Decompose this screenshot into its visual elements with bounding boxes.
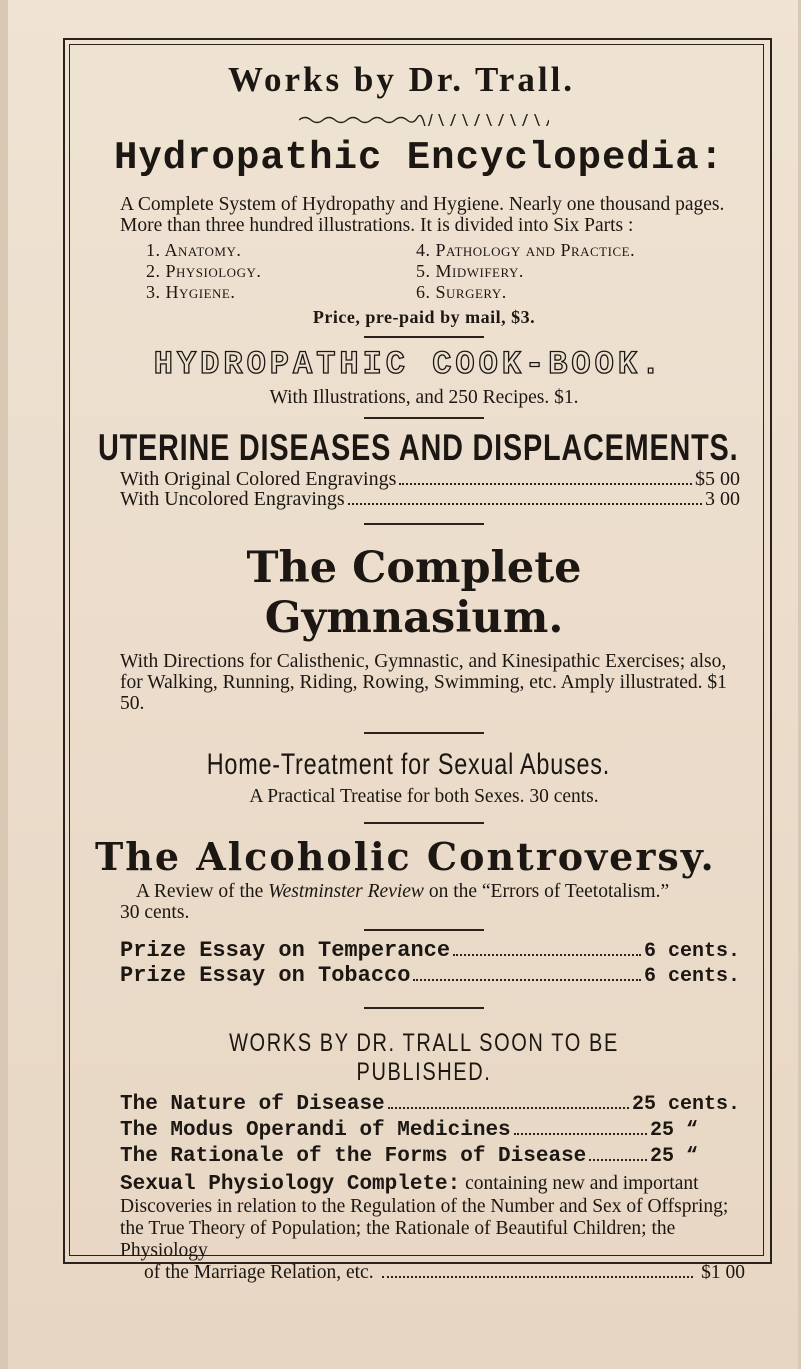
row-price: $5 00: [695, 468, 740, 490]
alcoholic-description: [136, 881, 748, 902]
cook-book-title: HYDROPATHIC COOK-BOOK.: [153, 346, 665, 383]
dot-leader: [514, 1133, 647, 1135]
sexual-physiology-text: containing new and important Discoveries in relation to the Regulation of the Number and Sex of Offspring; the True Theory of Population; the Rationale of Beautiful Children; the Physiology: [120, 1173, 729, 1261]
dot-leader: [348, 503, 702, 505]
soon-row: [120, 1095, 740, 1115]
divider-rule: [364, 336, 484, 338]
encyclopedia-description: A Complete System of Hydropathy and Hygiene. Nearly one thousand pages. More than three hundred illustrations. It is divided into Six Parts :: [120, 194, 725, 236]
dot-leader: [589, 1159, 647, 1161]
row-price: 25 “: [650, 1145, 699, 1168]
dot-leader: [382, 1276, 694, 1278]
sexual-physiology-entry: [120, 1173, 745, 1284]
alcoholic-price: 30 cents.: [120, 902, 190, 923]
row-label: Prize Essay on Temperance: [120, 938, 451, 963]
uterine-diseases-title: UTERINE DISEASES AND DISPLACEMENTS.: [98, 427, 739, 468]
desc-prefix: A Review of the: [136, 881, 269, 902]
dot-leader: [413, 979, 641, 981]
soon-row: [120, 1147, 740, 1167]
soon-to-be-published-title: WORKS BY DR. TRALL SOON TO BE PUBLISHED.: [229, 1029, 619, 1086]
row-label: The Nature of Disease: [120, 1093, 385, 1116]
row-price: 25 cents.: [631, 1093, 740, 1116]
page-title: Works by Dr. Trall.: [227, 60, 576, 99]
home-treatment-title: Home-Treatment for Sexual Abuses.: [206, 748, 611, 781]
row-price: 25 “: [650, 1119, 699, 1142]
part-item: 1. Anatomy.: [146, 240, 242, 260]
soon-row: [120, 1121, 740, 1141]
price-row: [120, 489, 740, 509]
price-row: [120, 469, 740, 489]
desc-suffix: on the “Errors of Teetotalism.”: [423, 881, 670, 902]
advertisement-content: [95, 48, 748, 1284]
essay-row: [120, 938, 740, 963]
essay-row: [120, 963, 740, 988]
sexual-physiology-last-line: [144, 1262, 745, 1284]
desc-italic: Westminster Review: [268, 881, 424, 902]
divider-rule: [364, 417, 484, 419]
row-price: 3 00: [705, 488, 740, 510]
part-item: 4. Pathology and Practice.: [416, 240, 636, 260]
divider-rule: [364, 1007, 484, 1009]
encyclopedia-parts: [146, 240, 748, 303]
divider-rule: [364, 732, 484, 734]
divider-rule: [364, 523, 484, 525]
home-treatment-subtitle: A Practical Treatise for both Sexes. 30 cents.: [249, 786, 599, 807]
gymnasium-title: The Complete Gymnasium.: [246, 543, 582, 643]
dot-leader: [453, 954, 641, 956]
alcoholic-controversy-title: The Alcoholic Controversy.: [95, 834, 716, 879]
row-label: The Modus Operandi of Medicines: [120, 1119, 511, 1142]
dot-leader: [388, 1107, 629, 1109]
row-price: 6 cents.: [643, 965, 740, 988]
cook-book-subtitle: With Illustrations, and 250 Recipes. $1.: [269, 387, 579, 408]
divider-rule: [364, 822, 484, 824]
dot-leader: [399, 483, 692, 485]
hydropathic-encyclopedia-title: Hydropathic Encyclopedia:: [113, 136, 725, 180]
gymnasium-description: With Directions for Calisthenic, Gymnastic, and Kinesipathic Exercises; also, for Walking, Running, Riding, Rowing, Swimming, etc. Amply illustrated. $1 50.: [120, 651, 727, 714]
row-label: Prize Essay on Tobacco: [120, 963, 411, 988]
part-item: 2. Physiology.: [146, 261, 262, 281]
row-label: The Rationale of the Forms of Disease: [120, 1145, 587, 1168]
row-label: With Original Colored Engravings: [120, 468, 397, 490]
encyclopedia-price: Price, pre-paid by mail, $3.: [312, 307, 536, 327]
part-item: 5. Midwifery.: [416, 261, 524, 281]
divider-rule: [364, 929, 484, 931]
part-item: 6. Surgery.: [416, 282, 507, 302]
sexual-physiology-title: Sexual Physiology Complete:: [120, 1173, 461, 1196]
part-item: 3. Hygiene.: [146, 282, 236, 302]
wavy-divider: [299, 114, 549, 126]
row-price: 6 cents.: [643, 940, 740, 963]
last-line-text: of the Marriage Relation, etc.: [144, 1262, 374, 1283]
sexual-physiology-price: $1 00: [701, 1262, 745, 1283]
row-label: With Uncolored Engravings: [120, 488, 345, 510]
